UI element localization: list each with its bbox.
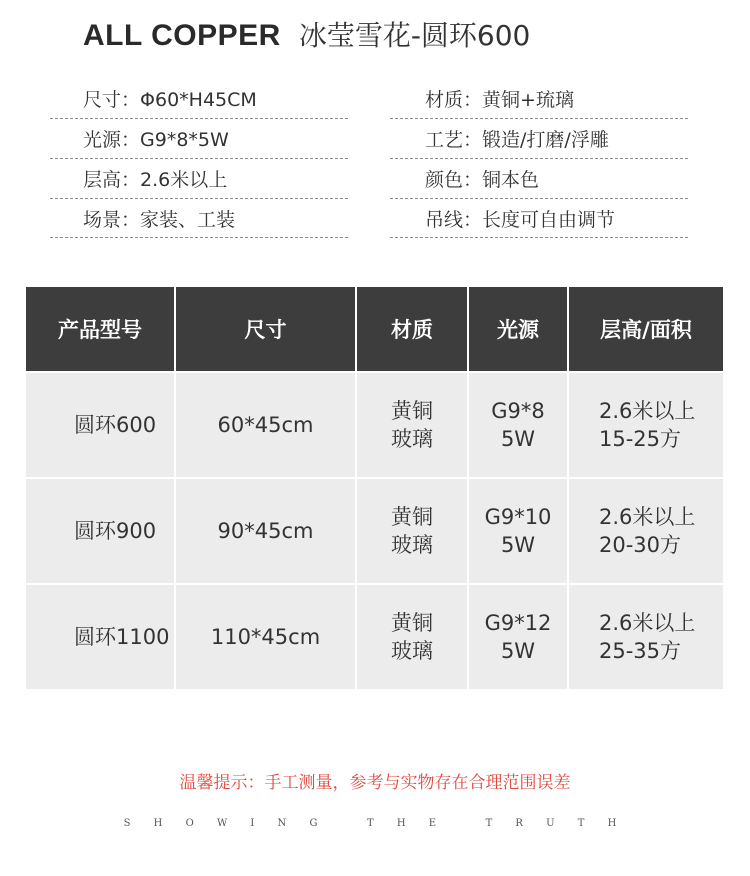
spec-color [425, 160, 539, 200]
table-row [26, 372, 723, 478]
spec-sep: ： [463, 169, 483, 191]
area-line: 20-30方 [599, 533, 682, 557]
title-chinese: 冰莹雪花-圆环600 [298, 19, 531, 52]
spec-scene [83, 200, 235, 240]
spec-key: 吊线 [425, 209, 464, 231]
material-line: 黄铜 [391, 505, 433, 529]
table-row [26, 584, 723, 689]
divider [50, 158, 348, 159]
divider [390, 158, 688, 159]
light-line: 5W [500, 533, 536, 557]
spec-value: 铜本色 [482, 169, 540, 191]
spec-value: 长度可自由调节 [482, 209, 616, 231]
material-line: 玻璃 [391, 639, 433, 663]
spec-size [83, 80, 257, 120]
title-english: ALL COPPER [83, 19, 281, 52]
divider [50, 198, 348, 199]
spec-value: 2.6米以上 [140, 169, 228, 191]
cell-light [468, 478, 568, 584]
header-model: 产品型号 [26, 287, 175, 372]
spec-key: 工艺 [425, 129, 464, 151]
cell-model: 圆环900 [26, 478, 175, 584]
spec-key: 光源 [83, 129, 122, 151]
light-line: 5W [500, 639, 536, 663]
divider [390, 237, 688, 238]
material-line: 黄铜 [391, 611, 433, 635]
spec-value: 锻造/打磨/浮雕 [482, 129, 609, 151]
area-line: 15-25方 [599, 427, 682, 451]
spec-key: 材质 [425, 89, 464, 111]
spec-sep: ： [121, 129, 141, 151]
spec-sep: ： [463, 129, 483, 151]
light-line: 5W [500, 427, 536, 451]
measurement-tip: 温馨提示：手工测量，参考与实物存在合理范围误差 [179, 773, 571, 793]
spec-key: 层高 [83, 169, 122, 191]
header-height-area: 层高/面积 [568, 287, 723, 372]
table-header-row [26, 287, 723, 372]
spec-sep: ： [121, 169, 141, 191]
material-line: 玻璃 [391, 533, 433, 557]
cell-material [356, 584, 468, 689]
cell-size: 110*45cm [175, 584, 356, 689]
cell-material [356, 372, 468, 478]
spec-floor-height [83, 160, 227, 200]
motto-text: S H O W I N G T H E T R U T H [123, 818, 627, 829]
table-row [26, 478, 723, 584]
cell-light [468, 372, 568, 478]
spec-material [425, 80, 574, 120]
cell-light [468, 584, 568, 689]
light-line: G9*8 [491, 399, 545, 423]
divider [50, 118, 348, 119]
spec-value: Φ60*H45CM [140, 89, 257, 111]
spec-value: 家装、工装 [140, 209, 236, 231]
header-size: 尺寸 [175, 287, 356, 372]
material-line: 玻璃 [391, 427, 433, 451]
area-line: 2.6米以上 [599, 505, 696, 529]
cell-area [568, 372, 723, 478]
divider [50, 237, 348, 238]
light-line: G9*12 [484, 611, 552, 635]
area-line: 2.6米以上 [599, 611, 696, 635]
spec-value: 黄铜+琉璃 [482, 89, 574, 111]
spec-key: 场景 [83, 209, 122, 231]
cell-model: 圆环600 [26, 372, 175, 478]
spec-value: G9*8*5W [140, 129, 229, 151]
product-title [83, 14, 530, 54]
cell-size: 90*45cm [175, 478, 356, 584]
cell-area [568, 584, 723, 689]
spec-key: 颜色 [425, 169, 464, 191]
divider [390, 118, 688, 119]
spec-craft [425, 120, 609, 160]
spec-cable [425, 200, 615, 240]
product-table [26, 287, 723, 689]
spec-sep: ： [463, 209, 483, 231]
cell-area [568, 478, 723, 584]
spec-sep: ： [121, 209, 141, 231]
header-material: 材质 [356, 287, 468, 372]
header-light: 光源 [468, 287, 568, 372]
motto [0, 818, 750, 829]
area-line: 2.6米以上 [599, 399, 696, 423]
material-line: 黄铜 [391, 399, 433, 423]
divider [390, 198, 688, 199]
cell-material [356, 478, 468, 584]
light-line: G9*10 [484, 505, 552, 529]
cell-size: 60*45cm [175, 372, 356, 478]
cell-model: 圆环1100 [26, 584, 175, 689]
spec-light-source [83, 120, 229, 160]
spec-sep: ： [463, 89, 483, 111]
spec-sep: ： [121, 89, 141, 111]
spec-key: 尺寸 [83, 89, 122, 111]
area-line: 25-35方 [599, 639, 682, 663]
